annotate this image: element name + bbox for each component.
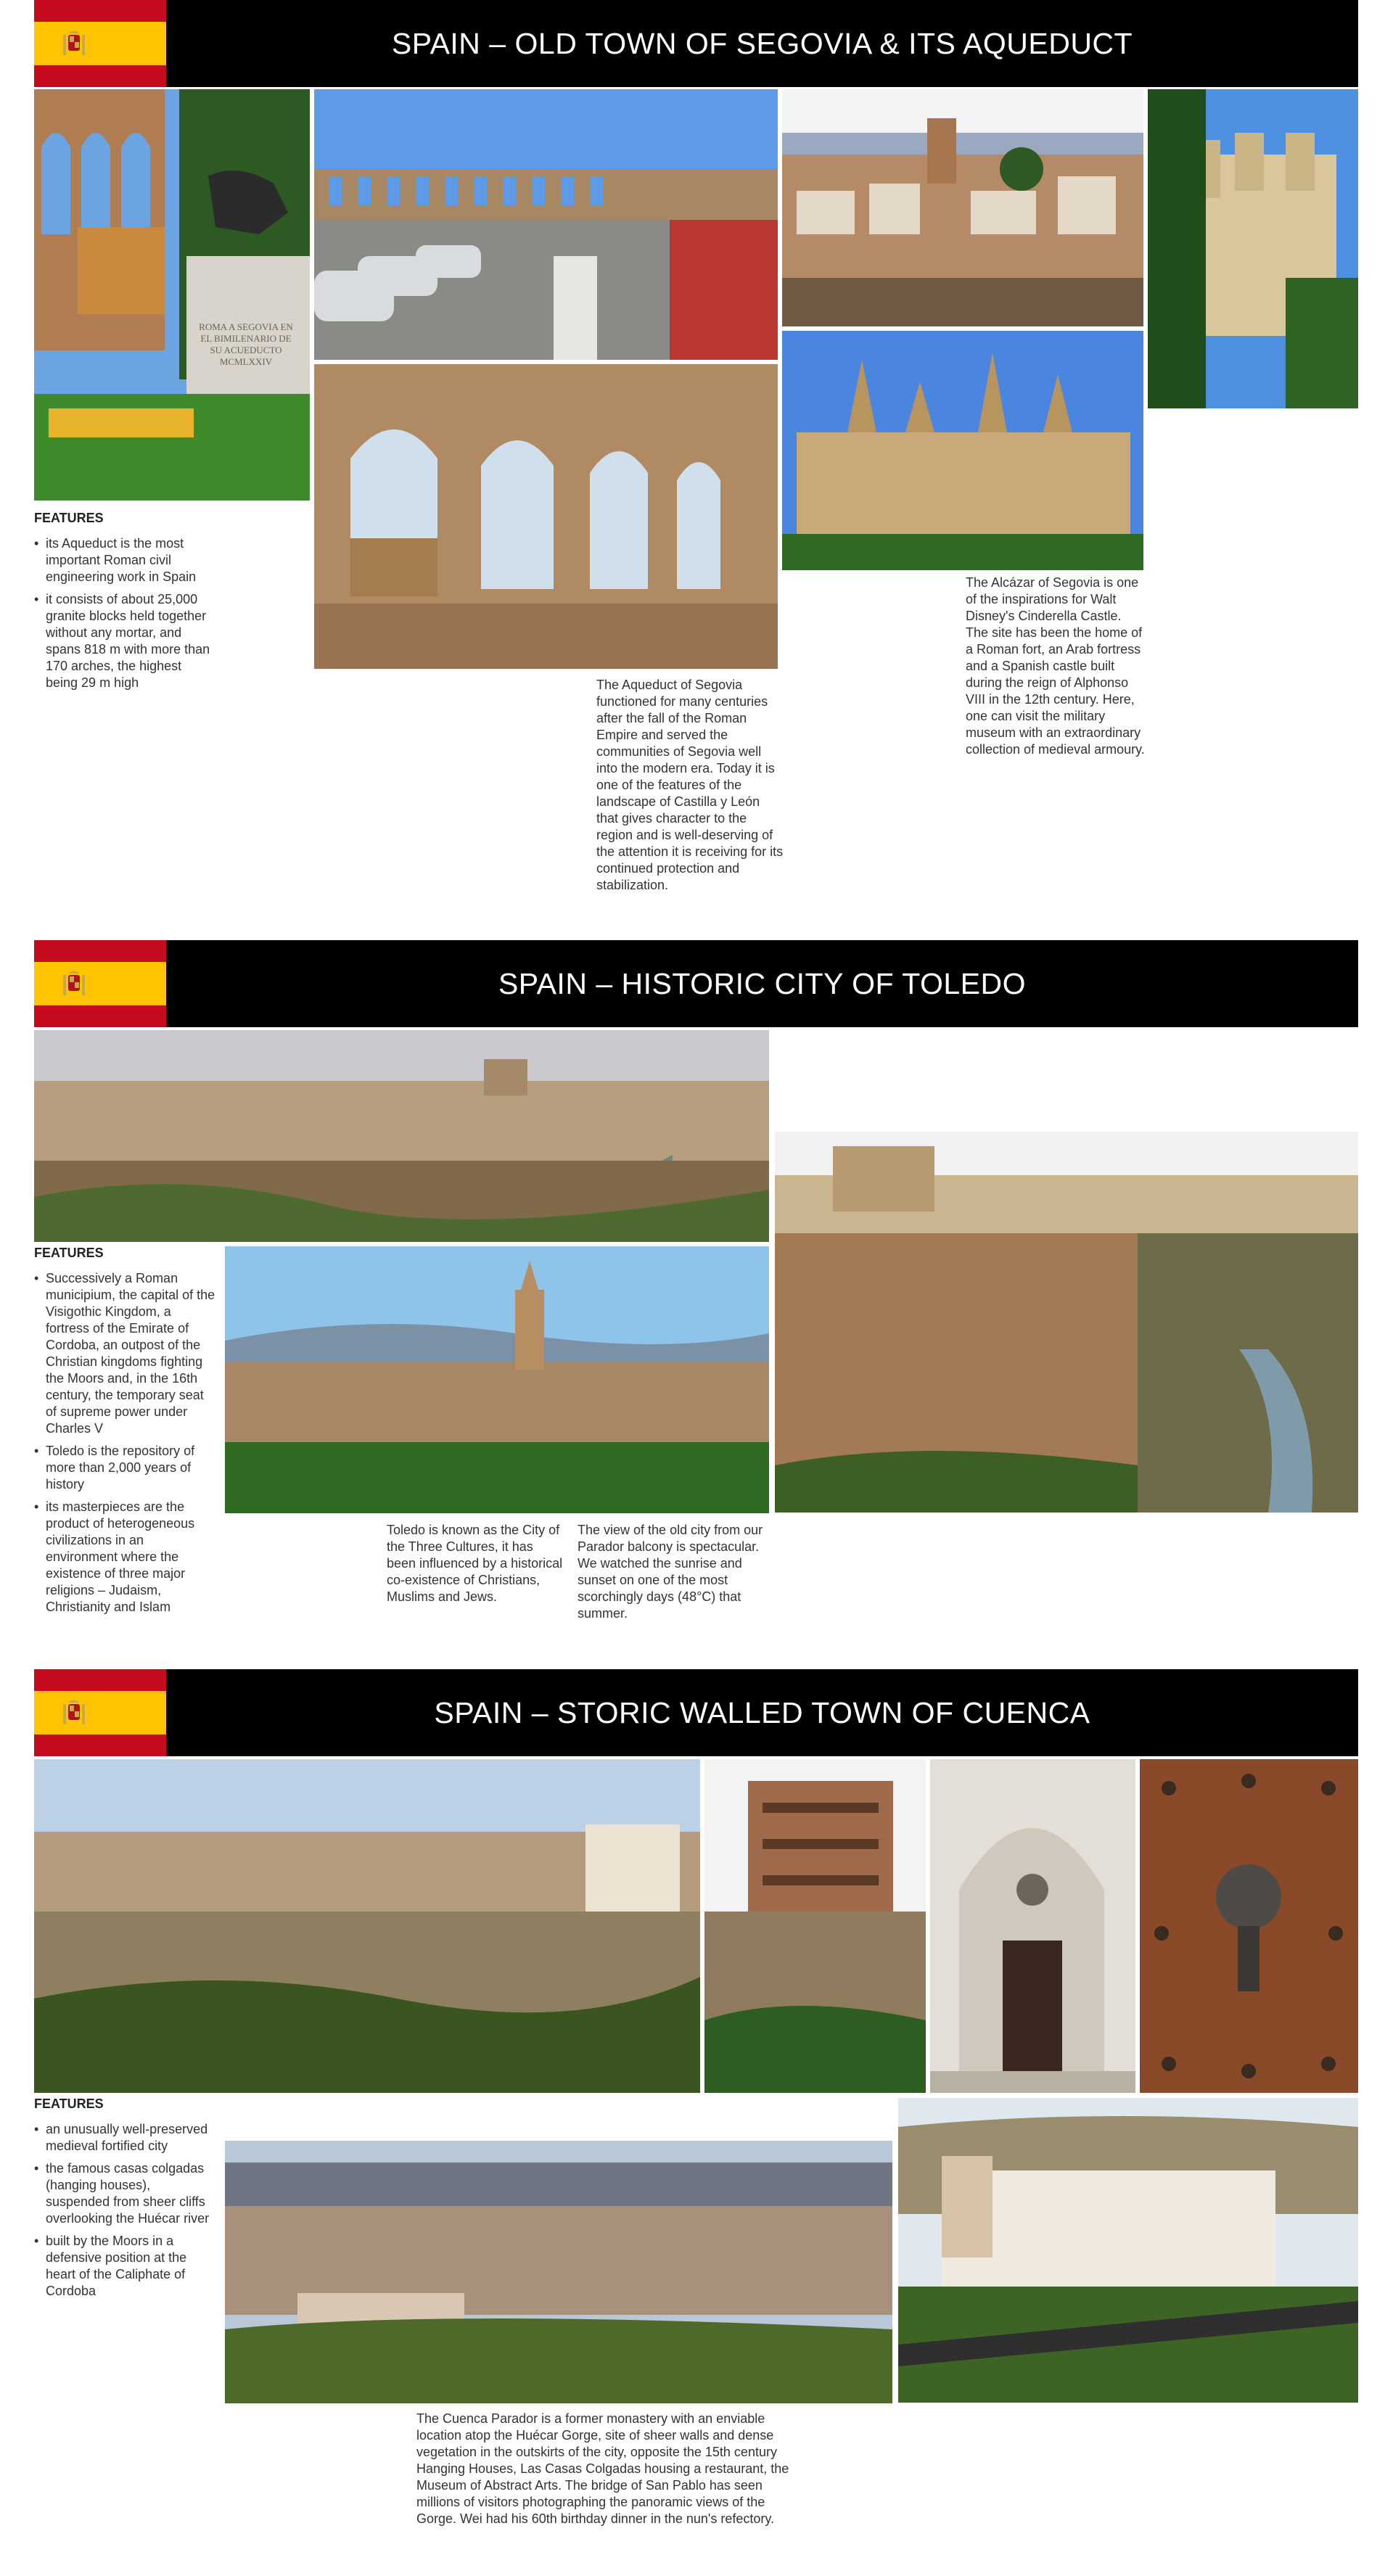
section-banner-toledo (34, 940, 1358, 1027)
photo-segovia-town (782, 89, 1143, 326)
features-heading: FEATURES (34, 511, 104, 525)
caption-alcazar: The Alcázar of Segovia is one of the inspirations for Walt Disney's Cinderella Castle. The site has been the home of a Roman fort, an Arab fortress and a Spanish castle built during the reign of Alphonso VIII in the 12th century. Here, one can visit the military museum with an extraordinary collection of medieval armoury. (966, 575, 1145, 757)
feature-item: • it consists of about 25,000 granite blocks held together without any mortar, and spans 818 m with more than 170 arches, the highest being 29 m high (34, 591, 215, 691)
feature-item: • Toledo is the repository of more than 2,000 years of history (34, 1443, 215, 1493)
features-list (34, 1270, 215, 1621)
caption-parador-view: The view of the old city from our Parador balcony is spectacular. We watched the sunrise and sunset on one of the most scorchingly days (48°C) that summer. (578, 1523, 763, 1621)
features-heading: FEATURES (34, 2096, 104, 2111)
feature-item: • built by the Moors in a defensive position at the heart of the Caliphate of Cordoba (34, 2233, 215, 2300)
section-banner-segovia (34, 0, 1358, 87)
features-list (34, 2121, 215, 2305)
section-title: SPAIN – HISTORIC CITY OF TOLEDO (498, 966, 1027, 1000)
caption-three-cultures: Toledo is known as the City of the Three Cultures, it has been influenced by a historical co-existence of Christians, Muslims and Jews. (387, 1523, 563, 1604)
spain-flag-icon (34, 0, 166, 87)
coat-of-arms-icon (62, 1697, 86, 1729)
photo-segovia-cathedral (782, 331, 1143, 570)
section-title: SPAIN – STORIC WALLED TOWN OF CUENCA (434, 1695, 1090, 1729)
features-list (34, 535, 215, 697)
feature-item: • its Aqueduct is the most important Roman civil engineering work in Spain (34, 535, 215, 585)
caption-cuenca-parador: The Cuenca Parador is a former monastery with an enviable location atop the Huécar Gorge, site of sheer walls and dense vegetation in the outskirts of the city, opposite the 15th century Hanging Houses, Las Casas Colgadas housing a restaurant, the Museum of Abstract Arts. The bridge of San Pablo has seen millions of visitors photographing the panoramic views of the Gorge. Wei had his 60th birthday dinner in the nun's refectory. (416, 2411, 789, 2526)
photo-door-knocker (1140, 1759, 1358, 2093)
spain-flag-icon (34, 940, 166, 1027)
features-heading: FEATURES (34, 1246, 104, 1260)
photo-toledo-cathedral (225, 1246, 769, 1513)
section-title: SPAIN – OLD TOWN OF SEGOVIA & ITS AQUEDUCT (391, 26, 1133, 60)
coat-of-arms-icon (62, 968, 86, 1000)
section-banner-cuenca (34, 1669, 1358, 1756)
photo-hanging-houses (704, 1759, 926, 2093)
photo-cathedral-portal (930, 1759, 1135, 2093)
feature-item: • Successively a Roman municipium, the capital of the Visigothic Kingdom, a fortress of the Emirate of Cordoba, an outpost of the Christian kingdoms fighting the Moors and, in the 16th century, the temporary seat of supreme power under Charles V (34, 1270, 215, 1437)
caption-aqueduct: The Aqueduct of Segovia functioned for many centuries after the fall of the Roman Empire and served the communities of Segovia well into the modern era. Today it is one of the features of the landscape of Castilla y León that gives character to the region and is well-deserving of the attention it is receiving for its continued protection and stabilization. (596, 678, 784, 892)
photo-toledo-river (775, 1132, 1358, 1513)
photo-toledo-panorama (34, 1030, 769, 1242)
photo-alcazar (1148, 89, 1358, 408)
spain-flag-icon (34, 1669, 166, 1756)
photo-aqueduct-square (314, 89, 778, 360)
photo-cuenca-panorama (225, 2141, 892, 2403)
feature-item: • an unusually well-preserved medieval fortified city (34, 2121, 215, 2155)
monument-inscription: ROMA A SEGOVIA EN EL BIMILENARIO DE SU ACUEDUCTO MCMLXXIV (199, 321, 293, 367)
photo-parador-building (898, 2098, 1358, 2403)
photo-aqueduct-statue (34, 89, 310, 501)
coat-of-arms-icon (62, 28, 86, 59)
feature-item: • the famous casas colgadas (hanging houses), suspended from sheer cliffs overlooking the Huécar river (34, 2160, 215, 2227)
photo-aqueduct-arches (314, 364, 778, 669)
photo-cuenca-cliffs (34, 1759, 700, 2093)
feature-item: • its masterpieces are the product of heterogeneous civilizations in an environment where the existence of three major religions – Judaism, Christianity and Islam (34, 1499, 215, 1616)
